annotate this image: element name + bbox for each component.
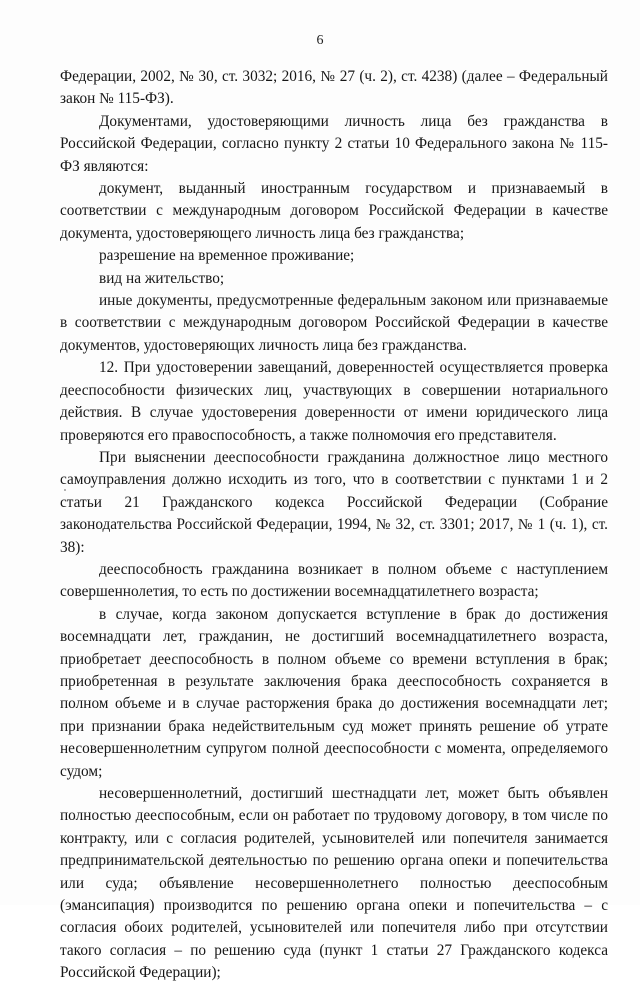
scan-artifact [64, 489, 66, 491]
paragraph-capacity-intro: При выяснении дееспособности гражданина должностное лицо местного самоуправления должно исходить из того, что в соответствии с пунктами 1 и 2 статьи 21 Гражданского кодекса Российской Федерации (Собрание законодательства Российской Федерации, 1994, № 32, ст. 3301; 2017, № 1 (ч. 1), ст. 38): [60, 448, 608, 556]
document-body [60, 66, 608, 985]
list-item-capacity-marriage: в случае, когда законом допускается вступление в брак до достижения восемнадцати лет, гражданин, не достигший восемнадцатилетнего возраста, приобретает дееспособность в полном объеме со времени вступления в брак; приобретенная в результате заключения брака дееспособность сохраняется в полном объеме и в случае расторжения брака до достижения восемнадцати лет; при признании брака недействительным суд может принять решение об утрате несовершеннолетним супругом полной дееспособности с момента, определяемого судом; [60, 605, 608, 780]
list-item-capacity-emancipation: несовершеннолетний, достигший шестнадцати лет, может быть объявлен полностью дееспособным, если он работает по трудовому договору, в том числе по контракту, или с согласия родителей, усыновителей или попечителя занимается предпринимательской деятельностью по решению органа опеки и попечительства или суда; объявление несовершеннолетнего полностью дееспособным (эмансипация) производится по решению органа опеки и попечительства – с согласия обоих родителей, усыновителей или попечителя либо при отсутствии такого согласия – по решению суда (пункт 1 статьи 27 Гражданского кодекса Российской Федерации); [60, 785, 608, 982]
list-item-foreign-document: документ, выданный иностранным государством и признаваемый в соответствии с международным договором Российской Федерации в качестве документа, удостоверяющего личность лица без гражданства; [60, 180, 608, 242]
page-number: 6 [316, 33, 324, 48]
paragraph-section-12: 12. При удостоверении завещаний, доверенностей осуществляется проверка дееспособности физических лиц, участвующих в совершении нотариального действия. В случае удостоверения доверенности от имени юридического лица проверяются его правоспособность, а также полномочия его представителя. [60, 359, 608, 444]
paragraph-identity-documents-intro: Документами, удостоверяющими личность лица без гражданства в Российской Федерации, согласно пункту 2 статьи 10 Федерального закона № 115-ФЗ являются: [60, 112, 608, 175]
list-item-residence-permit: вид на жительство; [99, 269, 225, 287]
paragraph-continuation: Федерации, 2002, № 30, ст. 3032; 2016, № 27 (ч. 2), ст. 4238) (далее – Федеральный закон № 115-ФЗ). [60, 68, 608, 108]
list-item-capacity-adulthood: дееспособность гражданина возникает в полном объеме с наступлением совершеннолетия, то есть по достижении восемнадцатилетнего возраста; [60, 560, 608, 601]
list-item-temporary-residence: разрешение на временное проживание; [99, 247, 355, 265]
list-item-other-documents: иные документы, предусмотренные федеральным законом или признаваемые в соответствии с международным договором Российской Федерации в качестве документов, удостоверяющих личность лица без гражданства. [60, 292, 608, 354]
